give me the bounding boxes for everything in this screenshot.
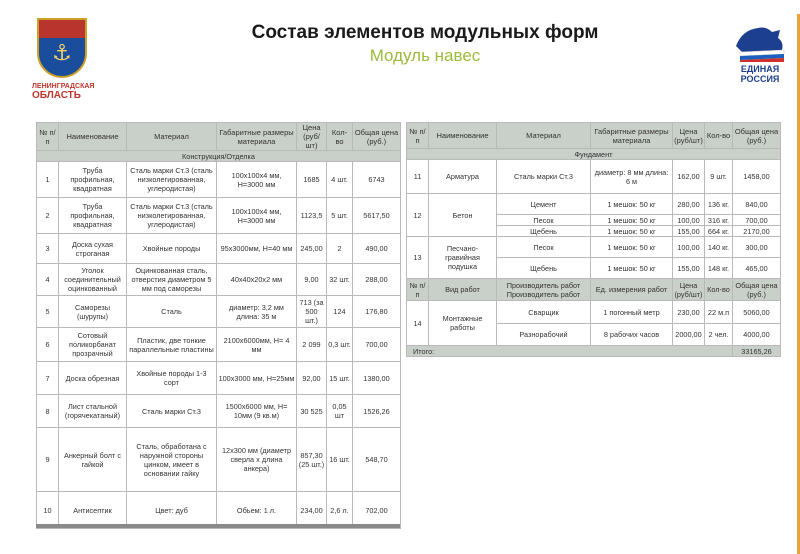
cell: 22 м.п	[705, 301, 733, 324]
cell: 316 кг.	[705, 215, 733, 226]
cell: 1526,26	[353, 395, 401, 428]
cell: 7	[37, 362, 59, 395]
header-cell: Общая цена (руб.)	[353, 123, 401, 151]
cell: 8 рабочих часов	[591, 324, 673, 346]
cell: 8	[37, 395, 59, 428]
header-cell: Цена (руб/шт)	[673, 123, 705, 149]
cell: 0,05 шт	[327, 395, 353, 428]
cell: 15 шт.	[327, 362, 353, 395]
cell: 700,00	[733, 215, 781, 226]
cell: 713 (за 500 шт.)	[297, 296, 327, 328]
cell: 4000,00	[733, 324, 781, 346]
cell: Доска сухая строганая	[59, 234, 127, 264]
header-cell: Производитель работ Производитель работ	[497, 279, 591, 301]
table-shadow	[36, 524, 400, 528]
cell: 11	[407, 160, 429, 194]
header-cell: Материал	[497, 123, 591, 149]
leningrad-region-logo	[32, 18, 95, 101]
cell: 100x100x4 мм, H=3000 мм	[217, 162, 297, 198]
cell: 6	[37, 328, 59, 362]
table-row	[407, 160, 781, 194]
cell: Анкерный болт с гайкой	[59, 428, 127, 492]
cell: 155,00	[673, 258, 705, 279]
cell: 0,3 шт.	[327, 328, 353, 362]
header-cell: Вид работ	[429, 279, 497, 301]
cell: 664 кг.	[705, 226, 733, 237]
cell: 12	[407, 194, 429, 237]
cell: 10	[37, 492, 59, 529]
cell: Сотовый поликорбанат прозрачный	[59, 328, 127, 362]
cell: 2	[37, 198, 59, 234]
header-cell: Кол-во	[705, 123, 733, 149]
cell: Сталь марки Ст.3 (сталь низколегированная, углеродистая)	[127, 198, 217, 234]
cell: 124	[327, 296, 353, 328]
cell: 100х3000 мм, Н=25мм	[217, 362, 297, 395]
cell: 162,00	[673, 160, 705, 194]
total-row	[407, 346, 781, 357]
cell: 4	[37, 264, 59, 296]
cell: 1458,00	[733, 160, 781, 194]
header-cell: № п/п	[407, 279, 429, 301]
header-cell: Общая цена (руб.)	[733, 123, 781, 149]
cell: 155,00	[673, 226, 705, 237]
cell: Труба профильная, квадратная	[59, 162, 127, 198]
foundation-table	[406, 122, 781, 357]
header-cell: Наименование	[59, 123, 127, 151]
cell: 230,00	[673, 301, 705, 324]
cell: 5 шт.	[327, 198, 353, 234]
table-row	[37, 395, 401, 428]
cell: 30 525	[297, 395, 327, 428]
cell: Пластик, две тонкие параллельные пластины	[127, 328, 217, 362]
cell: Песчано-гравийная подушка	[429, 237, 497, 279]
cell: 234,00	[297, 492, 327, 529]
party-name-line1: ЕДИНАЯ	[740, 64, 780, 74]
cell: 92,00	[297, 362, 327, 395]
cell: 12х300 мм (диаметр сверла х длина анкера)	[217, 428, 297, 492]
cell: 2 чел.	[705, 324, 733, 346]
decorative-border	[789, 14, 800, 554]
table-row	[407, 194, 781, 215]
header-cell: Габаритные размеры материала	[217, 123, 297, 151]
party-logo	[728, 22, 792, 84]
cell: 700,00	[353, 328, 401, 362]
cell: Сварщик	[497, 301, 591, 324]
cell: Сталь марки Ст.3 (сталь низколегированная, углеродистая)	[127, 162, 217, 198]
table-row	[37, 296, 401, 328]
cell: 148 кг.	[705, 258, 733, 279]
cell: 300,00	[733, 237, 781, 258]
cell: Сталь	[127, 296, 217, 328]
cell: Доска обрезная	[59, 362, 127, 395]
cell: 840,00	[733, 194, 781, 215]
cell: Песок	[497, 215, 591, 226]
cell: 9 шт.	[705, 160, 733, 194]
cell: 5	[37, 296, 59, 328]
section-label: Фундамент	[407, 149, 781, 160]
cell: диаметр: 3,2 мм длина: 35 м	[217, 296, 297, 328]
cell: Песок	[497, 237, 591, 258]
party-name	[728, 64, 792, 84]
cell: 5617,50	[353, 198, 401, 234]
cell: 702,00	[353, 492, 401, 529]
table-row	[37, 428, 401, 492]
cell: Монтажные работы	[429, 301, 497, 346]
cell: 1 мешок: 50 кг	[591, 258, 673, 279]
cell: 2000,00	[673, 324, 705, 346]
table-row	[407, 237, 781, 258]
table-row	[37, 328, 401, 362]
cell: 280,00	[673, 194, 705, 215]
cell: Труба профильная, квадратная	[59, 198, 127, 234]
cell: 490,00	[353, 234, 401, 264]
header-cell: Кол-во	[327, 123, 353, 151]
cell: Обьем: 1 л.	[217, 492, 297, 529]
table-row	[37, 492, 401, 529]
cell: 100x100x4 мм, H=3000 мм	[217, 198, 297, 234]
cell: Сталь марки Ст.3	[127, 395, 217, 428]
region-name	[32, 82, 95, 101]
cell: 548,70	[353, 428, 401, 492]
cell: 136 кг.	[705, 194, 733, 215]
coat-of-arms-icon: ⚓	[37, 18, 87, 78]
region-name-line1: ЛЕНИНГРАДСКАЯ	[32, 83, 95, 90]
total-label: Итого:	[407, 346, 733, 357]
cell: 1500х6000 мм, Н= 10мм (9 кв.м)	[217, 395, 297, 428]
page-subtitle: Модуль навес	[369, 46, 481, 65]
cell: Оцинкованная сталь, отверстия диаметром 5 мм под саморезы	[127, 264, 217, 296]
cell: 4 шт.	[327, 162, 353, 198]
cell: 1 погонный метр	[591, 301, 673, 324]
cell: 95х3000мм, Н=40 мм	[217, 234, 297, 264]
table-row	[37, 234, 401, 264]
cell: 176,80	[353, 296, 401, 328]
section-row	[37, 151, 401, 162]
cell: 1 мешок: 50 кг	[591, 226, 673, 237]
table-row	[37, 162, 401, 198]
region-name-line2: ОБЛАСТЬ	[32, 90, 81, 101]
cell: Щебень	[497, 258, 591, 279]
header-cell: № п/п	[37, 123, 59, 151]
cell: 2170,00	[733, 226, 781, 237]
cell: 40х40х20х2 мм	[217, 264, 297, 296]
cell: 1 мешок: 50 кг	[591, 215, 673, 226]
cell: 1685	[297, 162, 327, 198]
table-header-row	[37, 123, 401, 151]
cell: 9	[37, 428, 59, 492]
cell: 6743	[353, 162, 401, 198]
header-cell: Общая цена (руб.)	[733, 279, 781, 301]
header-cell: Цена (руб/шт)	[673, 279, 705, 301]
table-row	[407, 301, 781, 324]
cell: Саморезы (шурупы)	[59, 296, 127, 328]
header-cell: Кол-во	[705, 279, 733, 301]
header-cell: № п/п	[407, 123, 429, 149]
table-row	[37, 362, 401, 395]
total-value: 33165,26	[733, 346, 781, 357]
table-row	[37, 264, 401, 296]
cell: Лист стальной (горячекатаный)	[59, 395, 127, 428]
header-cell: Габаритные размеры материала	[591, 123, 673, 149]
cell: Арматура	[429, 160, 497, 194]
cell: 100,00	[673, 237, 705, 258]
table-row	[37, 198, 401, 234]
cell: Бетон	[429, 194, 497, 237]
section-label: Конструкция/Отделка	[37, 151, 401, 162]
cell: Щебень	[497, 226, 591, 237]
cell: Хвойные породы 1-3 сорт	[127, 362, 217, 395]
section-row	[407, 149, 781, 160]
cell: 465,00	[733, 258, 781, 279]
cell: 2,6 л.	[327, 492, 353, 529]
cell: 1 мешок: 50 кг	[591, 237, 673, 258]
construction-table	[36, 122, 401, 529]
cell: Сталь, обработана с наружной стороны цинком, имеет в основании гайку	[127, 428, 217, 492]
cell: 14	[407, 301, 429, 346]
cell: Хвойные породы	[127, 234, 217, 264]
cell: Антисептик	[59, 492, 127, 529]
cell: 1	[37, 162, 59, 198]
table-header-row	[407, 123, 781, 149]
cell: 1 мешок: 50 кг	[591, 194, 673, 215]
cell: Уголок соединительный оцинкованный	[59, 264, 127, 296]
cell: 32 шт.	[327, 264, 353, 296]
cell: 2100х6000мм, Н= 4 мм	[217, 328, 297, 362]
header-cell: Наименование	[429, 123, 497, 149]
cell: 3	[37, 234, 59, 264]
cell: 13	[407, 237, 429, 279]
work-header-row	[407, 279, 781, 301]
header-cell: Ед. измерения работ	[591, 279, 673, 301]
cell: 2 099	[297, 328, 327, 362]
cell: 2	[327, 234, 353, 264]
header-cell: Цена (руб/шт)	[297, 123, 327, 151]
cell: 100,00	[673, 215, 705, 226]
cell: Разнорабочий	[497, 324, 591, 346]
cell: 1123,5	[297, 198, 327, 234]
cell: 140 кг.	[705, 237, 733, 258]
header-cell: Материал	[127, 123, 217, 151]
cell: 16 шт.	[327, 428, 353, 492]
party-name-line2: РОССИЯ	[740, 74, 780, 84]
cell: 288,00	[353, 264, 401, 296]
cell: Цемент	[497, 194, 591, 215]
cell: 1380,00	[353, 362, 401, 395]
page-title: Состав элементов модульных форм	[251, 22, 599, 43]
cell: Цвет: дуб	[127, 492, 217, 529]
cell: диаметр: 8 мм длина: 6 м	[591, 160, 673, 194]
cell: Сталь марки Ст.3	[497, 160, 591, 194]
bear-flag-icon	[732, 22, 788, 62]
cell: 9,00	[297, 264, 327, 296]
cell: 5060,00	[733, 301, 781, 324]
cell: 857,30 (25 шт.)	[297, 428, 327, 492]
cell: 245,00	[297, 234, 327, 264]
